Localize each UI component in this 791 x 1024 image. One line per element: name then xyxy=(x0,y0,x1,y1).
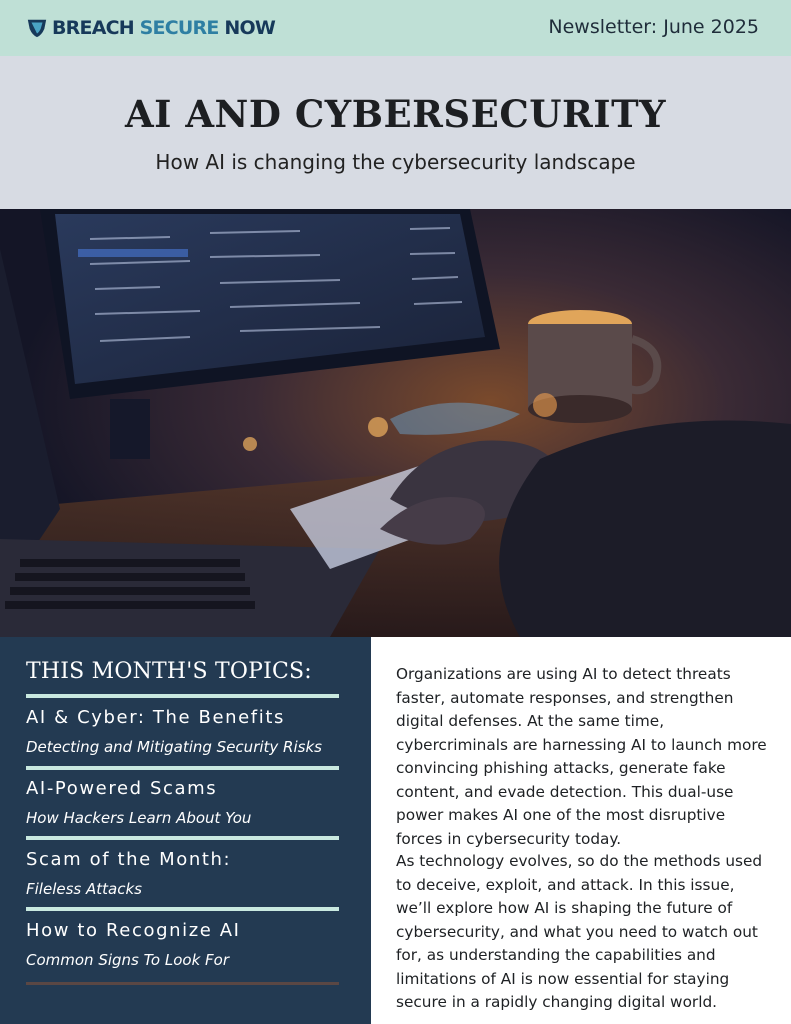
topic-title: AI & Cyber: The Benefits xyxy=(26,707,285,728)
intro-paragraph: As technology evolves, so do the methods used to deceive, exploit, and attack. In this issue, we’ll explore how AI is shaping the future of cybersecurity, and what you need to watch out for, as understanding the capabilities and limitations of AI is now essential for staying secure in a rapidly changing digital world. xyxy=(396,852,763,1011)
topic-subtitle: How Hackers Learn About You xyxy=(26,809,252,827)
topic-title: AI-Powered Scams xyxy=(26,778,218,799)
topics-divider xyxy=(26,836,339,840)
topic-subtitle: Common Signs To Look For xyxy=(26,951,230,969)
topic-title: How to Recognize AI xyxy=(26,920,241,941)
topics-heading: THIS MONTH'S TOPICS: xyxy=(26,659,312,684)
logo-word-secure: SECURE xyxy=(139,17,219,39)
topics-divider xyxy=(26,694,339,698)
topic-subtitle: Fileless Attacks xyxy=(26,880,142,898)
shield-icon xyxy=(26,17,48,39)
hero-image xyxy=(0,209,791,637)
topic-title: Scam of the Month: xyxy=(26,849,232,870)
topic-subtitle: Detecting and Mitigating Security Risks xyxy=(26,738,322,756)
logo-word-now: NOW xyxy=(224,17,275,39)
brand-logo xyxy=(26,14,275,42)
intro-paragraph: Organizations are using AI to detect threats faster, automate responses, and strengthen digital defenses. At the same time, cybercriminals are harnessing AI to launch more convincing phishing attacks, generate fake content, and evade detection. This dual-use power makes AI one of the most disruptive forces in cybersecurity today. xyxy=(396,665,767,848)
topics-divider xyxy=(26,907,339,911)
logo-wordmark xyxy=(52,14,275,42)
page-title: AI AND CYBERSECURITY xyxy=(124,92,667,136)
topics-divider xyxy=(26,766,339,770)
issue-label: Newsletter: June 2025 xyxy=(548,16,759,38)
page-subtitle: How AI is changing the cybersecurity landscape xyxy=(155,150,636,174)
topics-bottom-divider xyxy=(26,982,339,985)
logo-word-breach: BREACH xyxy=(52,17,134,39)
